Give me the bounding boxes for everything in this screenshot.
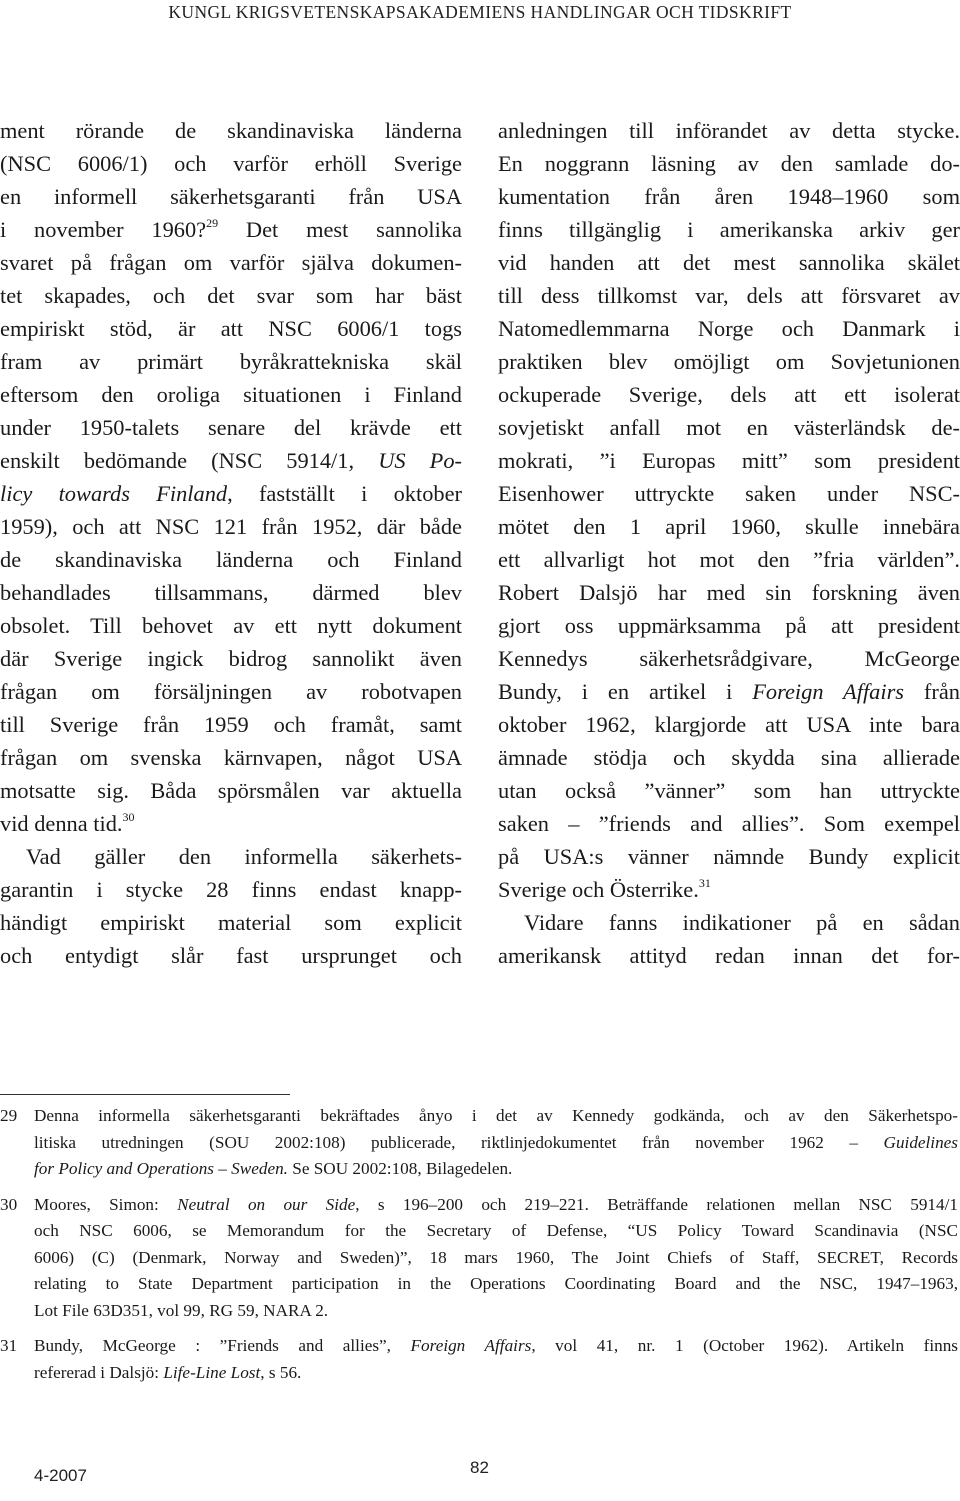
footnote-ref-31[interactable]: 31 (698, 876, 711, 890)
text-line: praktiken blev omöjligt om Sovjetunionen (498, 349, 960, 374)
text-segment: Bundy, McGeorge : ”Friends and allies”, (34, 1336, 411, 1355)
text-line: till dess tillkomst var, dels att försvaret av (498, 283, 960, 308)
text-line: och entydigt slår fast ursprunget och (0, 943, 462, 968)
italic-title: Neutral on our Side (177, 1194, 356, 1214)
text-line: mokrati, ”i Europas mitt” som president (498, 448, 960, 473)
text-line: obsolet. Till behovet av ett nytt dokument (0, 613, 462, 638)
text-line: Vad gäller den informella säkerhets- (26, 844, 462, 869)
text-line: amerikansk attityd redan innan det for- (498, 943, 960, 968)
footnote-number: 31 (0, 1336, 18, 1355)
text-line (0, 807, 462, 840)
text-line (34, 1192, 958, 1219)
text-line (0, 213, 462, 246)
footnote-number: 30 (0, 1194, 18, 1214)
text-segment: refererad i Dalsjö: (34, 1362, 164, 1382)
text-line: gjort oss uppmärksamma på att president (498, 613, 960, 638)
text-line: 6006) (C) (Denmark, Norway and Sweden)”, 18 mars 1960, The Joint Chiefs of Staff, SECRET, Records (34, 1247, 958, 1267)
text-line (498, 675, 960, 708)
text-segment: Bundy, i en artikel i (498, 679, 753, 704)
text-segment: Se SOU 2002:108, Bilagedelen. (287, 1159, 513, 1178)
text-line (0, 477, 462, 510)
text-line (34, 1360, 958, 1387)
paragraph (498, 906, 960, 972)
text-line: Robert Dalsjö har med sin forskning även (498, 580, 960, 605)
text-line: Kennedys säkerhetsrådgivare, McGeorge (498, 646, 960, 671)
text-segment: enskilt bedömande (NSC 5914/1, (0, 448, 379, 473)
text-line: utan också ”vänner” som han uttryckte (498, 778, 960, 803)
italic-title: licy towards Finland (0, 481, 228, 506)
footnote-31 (0, 1333, 958, 1386)
footnote-30 (0, 1192, 958, 1325)
text-line (0, 444, 462, 477)
text-line: Eisenhower uttryckte saken under NSC- (498, 481, 960, 506)
text-segment: , vol 41, nr. 1 (October 1962). Artikeln finns (531, 1336, 958, 1355)
text-line: på USA:s vänner nämnde Bundy explicit (498, 844, 960, 869)
issue-label: 4-2007 (34, 1466, 87, 1485)
footnote-divider (0, 1094, 290, 1095)
footnote-ref-29[interactable]: 29 (206, 216, 219, 230)
text-line: saken – ”friends and allies”. Som exempel (498, 811, 960, 836)
footnote-29 (0, 1103, 958, 1183)
paragraph (498, 114, 960, 906)
text-line: under 1950-talets senare del krävde ett (0, 415, 462, 440)
text-line: ämnade stödja och skydda sina allierade (498, 745, 960, 770)
text-line: till Sverige från 1959 och framåt, samt (0, 712, 462, 737)
text-line: tet skapades, och det svar som har bäst (0, 283, 462, 308)
footnote-number: 29 (0, 1106, 18, 1125)
text-line: Lot File 63D351, vol 99, RG 59, NARA 2. (34, 1300, 329, 1320)
paragraph (0, 840, 462, 972)
text-segment: , s 56. (260, 1362, 302, 1382)
text-line: en informell säkerhetsgaranti från USA (0, 184, 462, 209)
italic-title: Foreign Affairs (410, 1336, 532, 1355)
footnotes (0, 1103, 958, 1395)
text-segment: , s 196–200 och 219–221. Beträffande relationen mellan NSC 5914/1 (355, 1194, 958, 1214)
text-line: 1959), och att NSC 121 från 1952, där både (0, 514, 462, 539)
text-line: händigt empiriskt material som explicit (0, 910, 462, 935)
text-line: ment rörande de skandinaviska länderna (0, 118, 462, 143)
text-line: motsatte sig. Båda spörsmålen var aktuella (0, 778, 462, 803)
italic-title: Guidelines (883, 1132, 958, 1152)
text-line: Natomedlemmarna Norge och Danmark i (498, 316, 960, 341)
page-number: 82 (470, 1458, 489, 1477)
text-segment: i november 1960? (0, 217, 207, 242)
text-line: fram av primärt byråkrattekniska skäl (0, 349, 462, 374)
text-segment: Sverige och Österrike. (498, 877, 699, 902)
italic-title: US Po- (378, 448, 462, 473)
text-line: (NSC 6006/1) och varför erhöll Sverige (0, 151, 462, 176)
text-segment: litiska utredningen (SOU 2002:108) publicerade, riktlinjedokumentet från november 1962 – (34, 1132, 884, 1152)
text-segment: Moores, Simon: (34, 1194, 178, 1214)
text-segment: Det mest sannolika (218, 217, 462, 242)
running-header: KUNGL KRIGSVETENSKAPSAKADEMIENS HANDLINGAR OCH TIDSKRIFT (168, 2, 792, 22)
text-line: relating to State Department participation in the Operations Coordinating Board and the NSC, 1947–1963, (34, 1274, 958, 1293)
text-line: garantin i stycke 28 finns endast knapp- (0, 877, 462, 902)
text-segment: vid denna tid. (0, 811, 123, 836)
text-line: frågan om försäljningen av robotvapen (0, 679, 462, 704)
text-line (34, 1130, 958, 1157)
text-line: där Sverige ingick bidrog sannolikt även (0, 646, 462, 671)
right-column (498, 114, 960, 972)
text-line: svaret på frågan om varför själva dokumen- (0, 250, 462, 275)
italic-title: for Policy and Operations – Sweden. (34, 1159, 288, 1178)
text-line: Vidare fanns indikationer på en sådan (524, 910, 960, 935)
footnote-ref-30[interactable]: 30 (122, 810, 135, 824)
text-line: behandlades tillsammans, därmed blev (0, 580, 462, 605)
text-line (498, 873, 960, 906)
text-line: frågan om svenska kärnvapen, något USA (0, 745, 462, 770)
italic-title: Foreign Affairs (752, 679, 905, 704)
text-line: sovjetiskt anfall mot en västerländsk de- (498, 415, 960, 440)
text-line: eftersom den oroliga situationen i Finland (0, 382, 462, 407)
text-line: finns tillgänglig i amerikanska arkiv ger (498, 217, 960, 242)
text-line: ett allvarligt hot mot den ”fria världen”. (498, 547, 960, 572)
text-line: mötet den 1 april 1960, skulle innebära (498, 514, 960, 539)
left-column (0, 114, 462, 972)
text-line: vid handen att det mest sannolika skälet (498, 250, 960, 275)
paragraph (0, 114, 462, 840)
text-line: de skandinaviska länderna och Finland (0, 547, 462, 572)
text-line (34, 1333, 958, 1360)
text-line: ockuperade Sverige, dels att ett isolerat (498, 382, 960, 407)
text-line: oktober 1962, klargjorde att USA inte bara (498, 712, 960, 737)
text-line: En noggrann läsning av den samlade do- (498, 151, 960, 176)
text-segment: , fastställt i oktober (227, 481, 462, 506)
text-line (34, 1156, 958, 1183)
text-line: empiriskt stöd, är att NSC 6006/1 togs (0, 316, 462, 341)
text-segment: från (904, 679, 960, 704)
text-line: anledningen till införandet av detta stycke. (498, 118, 960, 143)
text-line: Denna informella säkerhetsgaranti bekräftades ånyo i det av Kennedy godkända, och av den Säkerhetspo- (34, 1106, 958, 1125)
text-line: kumentation från åren 1948–1960 som (498, 184, 960, 209)
italic-title: Life-Line Lost (163, 1362, 261, 1382)
text-line: och NSC 6006, se Memorandum for the Secretary of Defense, “US Policy Toward Scandinavia (NSC (34, 1221, 958, 1240)
